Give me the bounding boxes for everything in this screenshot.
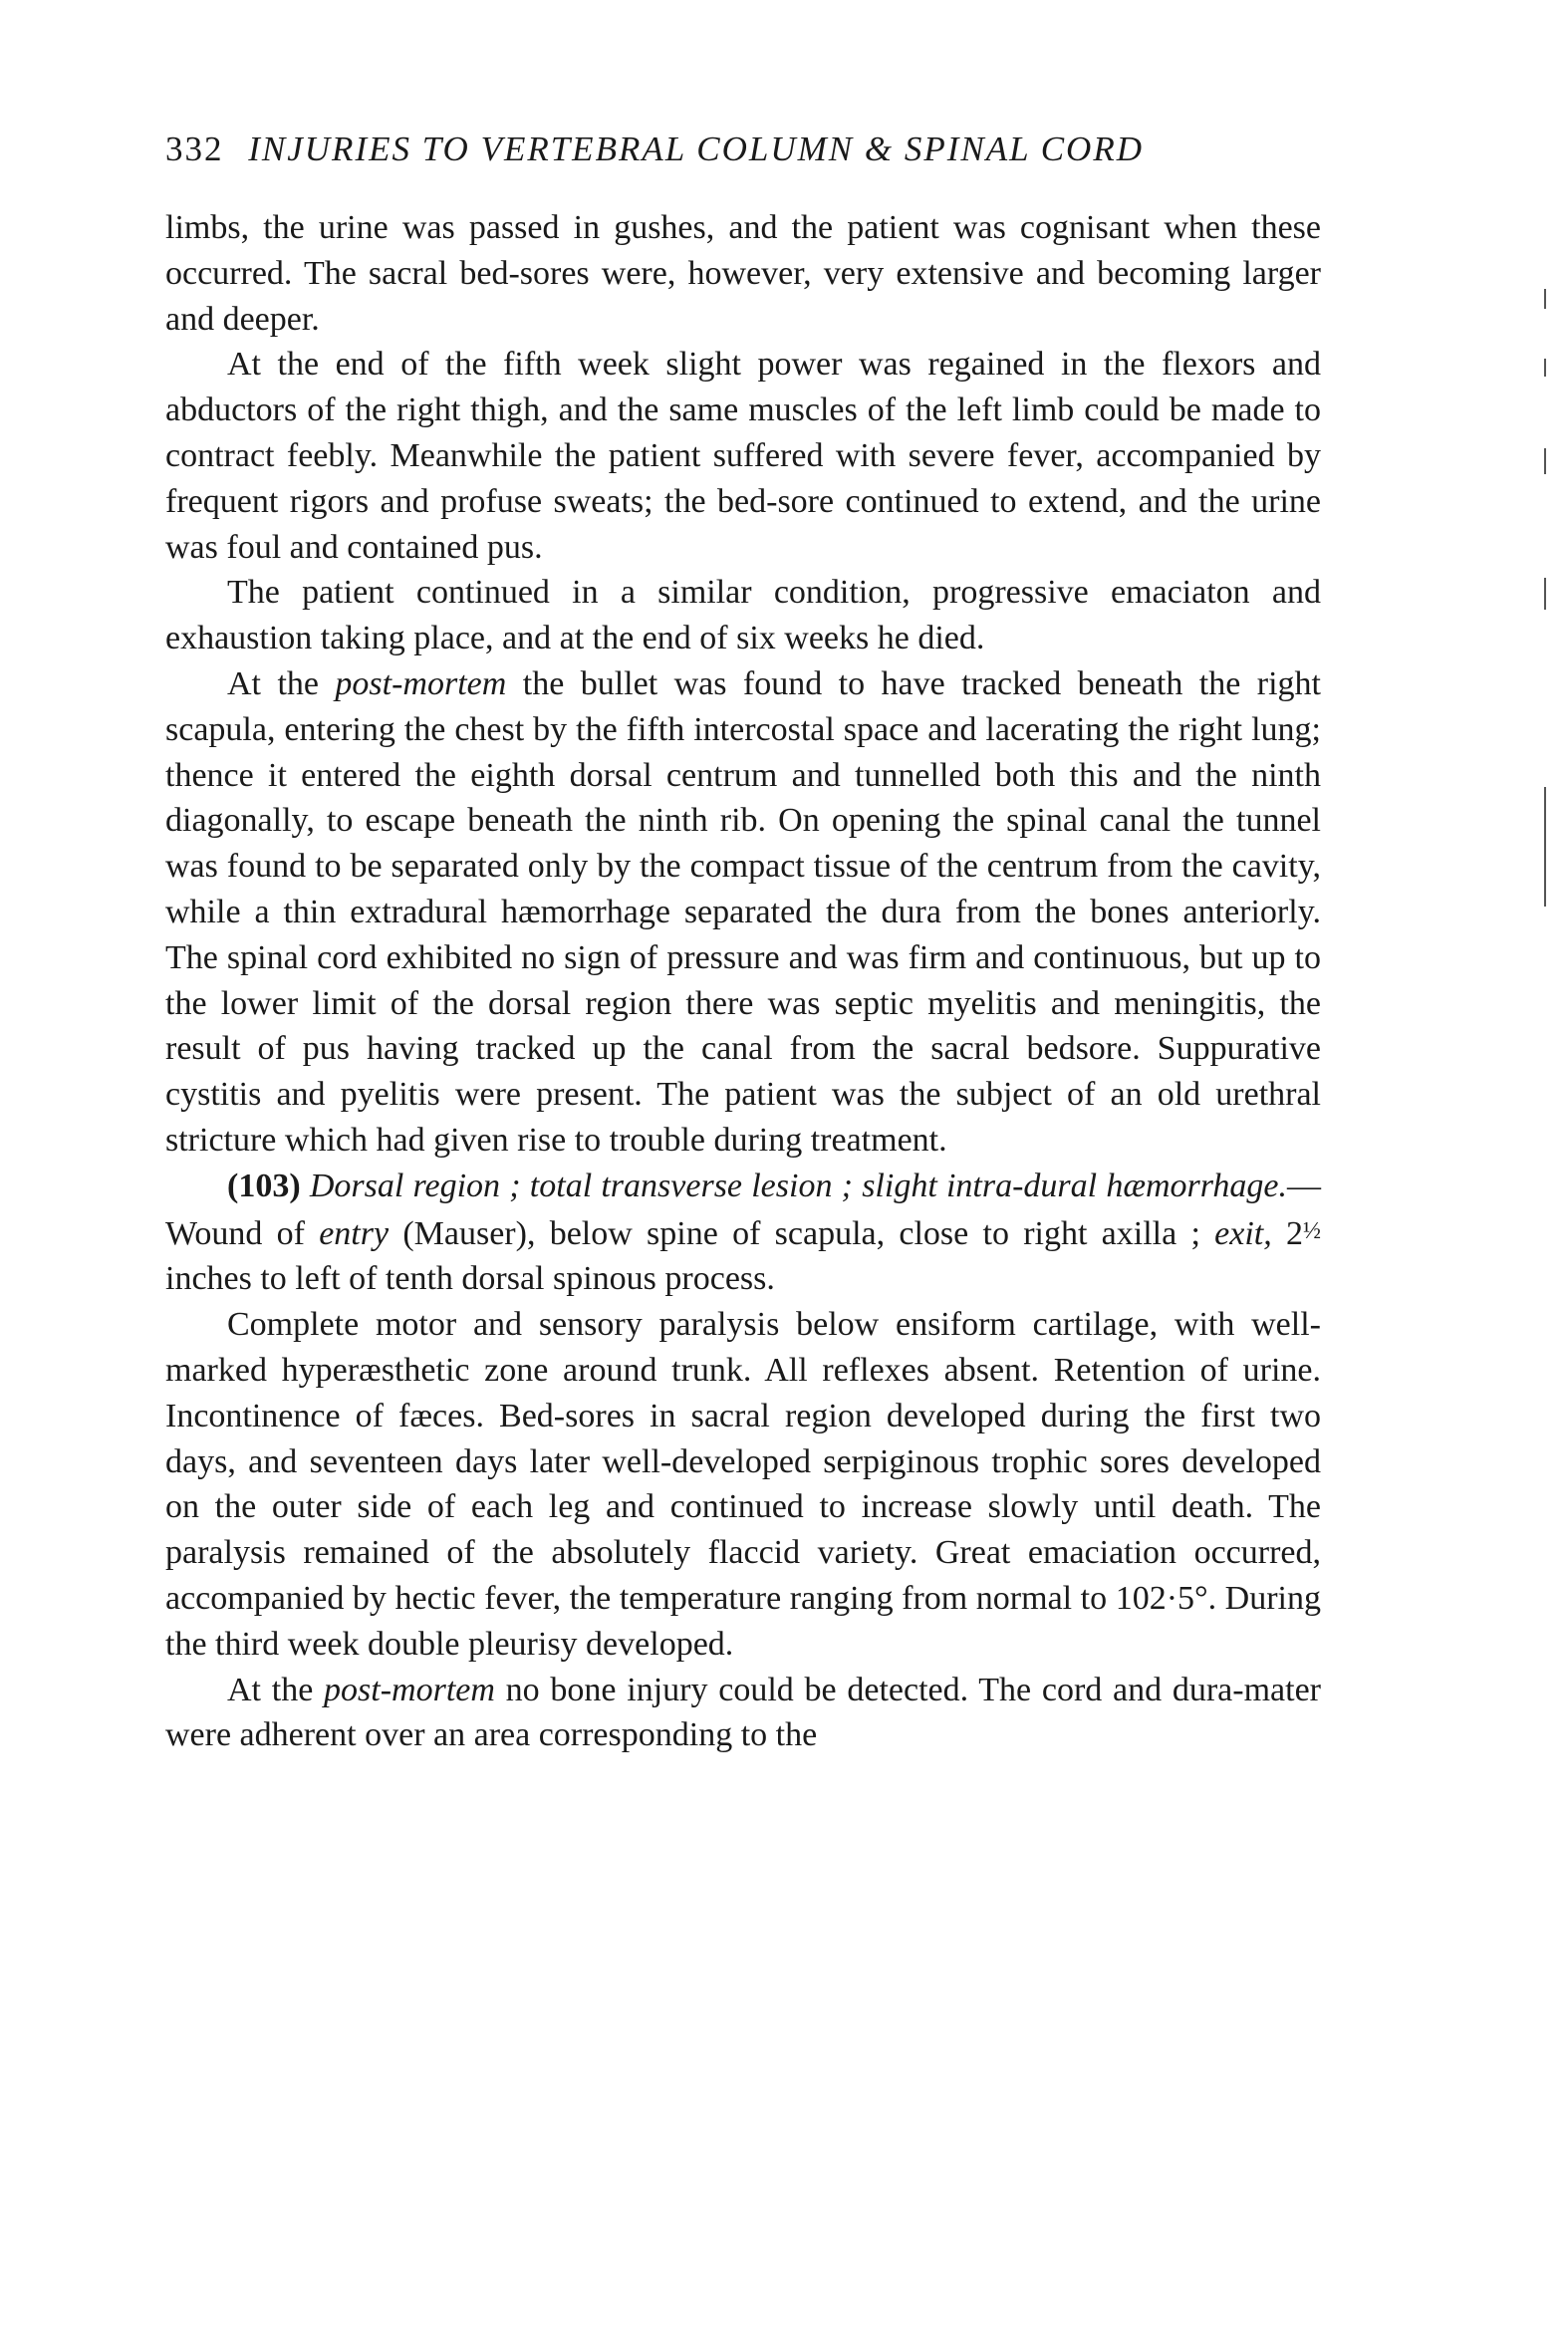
margin-mark: [1544, 359, 1546, 377]
margin-marks: [1536, 259, 1556, 956]
paragraph-progressive-condition: The patient continued in a similar condition, progressive emaciaton and exhaustion taking place, and at the end of six weeks he died.: [165, 574, 1321, 657]
text-run: (Mauser), below spine of scapula, close to right axilla ;: [389, 1214, 1215, 1252]
paragraph-continuation: limbs, the urine was passed in gushes, and the patient was cognisant when these occurred. The sacral bed-sores were, however, very extensive and becoming larger and deeper.: [165, 209, 1321, 338]
page-number: 332: [165, 130, 224, 168]
italic-term: post-mortem: [324, 1671, 495, 1708]
margin-mark: [1544, 448, 1546, 474]
text-run: 2: [1271, 1214, 1304, 1252]
paragraph-symptoms: Complete motor and sensory paralysis below ensiform cartilage, with well-marked hyperæsthetic zone around trunk. All reflexes absent. Retention of urine. Incontinence of fæces. Bed-sores in sacral region developed during the first two days, and seventeen days later well-developed serpiginous trophic sores developed on the outer side of each leg and continued to increase slowly until death. The paralysis remained of the absolutely flaccid variety. Great emaciation occurred, accompanied by hectic fever, the temperature ranging from normal to 102·5°. During the third week double pleurisy developed.: [165, 1306, 1321, 1663]
text-run: At the: [227, 664, 336, 702]
fraction: ½: [1303, 1217, 1322, 1244]
running-head: [165, 128, 1321, 171]
case-number: (103): [227, 1167, 301, 1204]
margin-mark: [1544, 578, 1546, 610]
italic-term: entry: [319, 1214, 390, 1252]
paragraph-case-103: [165, 1164, 1321, 1302]
margin-mark: [1544, 289, 1546, 309]
text-run: the bullet was found to have tracked beneath the right scapula, entering the chest by the fifth intercostal space and lacerating the right lung; thence it entered the eighth dorsal centrum and tunnelled both this and the ninth diagonally, to escape beneath the ninth rib. On opening the spinal canal the tunnel was found to be separated only by the compact tissue of the centrum from the cavity, while a thin extradural hæmorrhage separated the dura from the bones anteriorly. The spinal cord exhibited no sign of pressure and was firm and continuous, but up to the lower limit of the dorsal region there was septic myelitis and meningitis, the result of pus having tracked up the canal from the sacral bedsore. Suppurative cystitis and pyelitis were present. The patient was the subject of an old urethral stricture which had given rise to trouble during treatment.: [165, 664, 1321, 1159]
text-run: inches to left of tenth dorsal spinous process.: [165, 1260, 775, 1298]
text-run: no bone injury could be detected. The cord and dura-mater were adherent over an area corresponding to the: [165, 1671, 1321, 1754]
page: [165, 128, 1321, 1758]
paragraph-post-mortem-2: [165, 1668, 1321, 1759]
paragraph-fifth-week: At the end of the fifth week slight power was regained in the flexors and abductors of the right thigh, and the same muscles of the left limb could be made to contract feebly. Meanwhile the patient suffered with severe fever, accompanied by frequent rigors and profuse sweats; the bed-sore continued to extend, and the urine was foul and contained pus.: [165, 346, 1321, 566]
text-run: —Wound of: [165, 1167, 1321, 1252]
margin-mark: [1544, 787, 1546, 907]
italic-term: post-mortem: [335, 664, 507, 702]
italic-term: exit,: [1214, 1214, 1272, 1252]
text-run: At the: [227, 1671, 325, 1708]
page-title: INJURIES TO VERTEBRAL COLUMN & SPINAL CORD: [248, 130, 1144, 168]
case-heading: Dorsal region ; total transverse lesion ; slight intra-dural hæmorrhage.: [300, 1167, 1287, 1204]
paragraph-post-mortem-1: [165, 661, 1321, 1164]
